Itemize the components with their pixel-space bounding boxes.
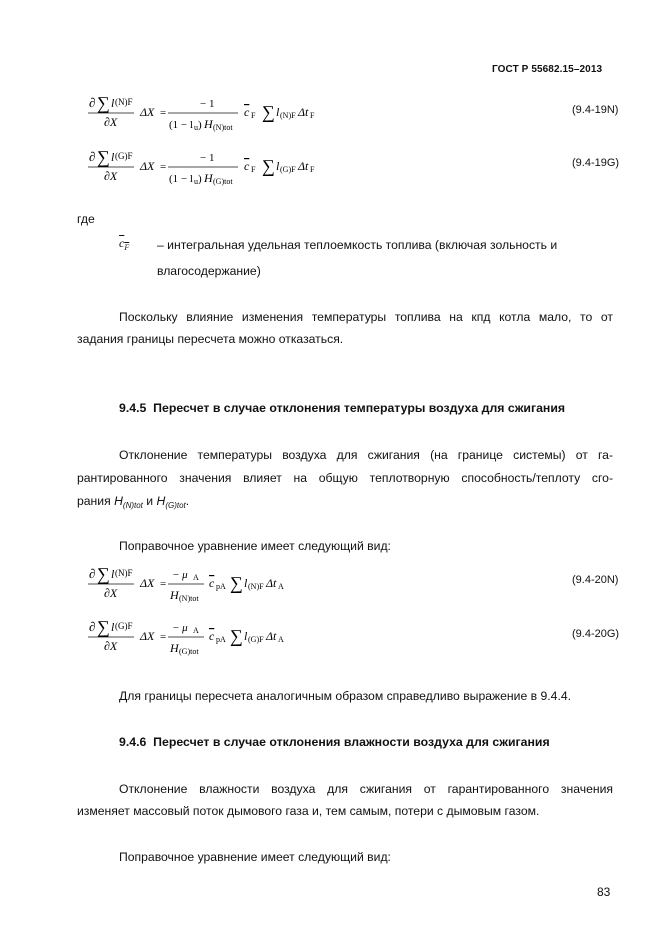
eq2-h-sub: (G)tot bbox=[213, 177, 233, 186]
svg-text:l: l bbox=[111, 150, 115, 164]
svg-text:∑: ∑ bbox=[97, 617, 110, 637]
para2-text-b: и bbox=[142, 494, 157, 508]
svg-text:Δt: Δt bbox=[266, 576, 277, 590]
equation-number: (9.4-19N) bbox=[572, 104, 619, 116]
paragraph-4: Для границы пересчета аналогичным образом справедливо выражение в 9.4.4. bbox=[119, 689, 571, 703]
eq1-sum-sub: (N)F bbox=[115, 97, 133, 107]
eq4-sum2-sub: (G)F bbox=[248, 635, 264, 644]
equation-9-4-20g bbox=[84, 616, 314, 658]
svg-text:∂X: ∂X bbox=[104, 639, 118, 653]
paragraph-5-line-1: Отклонение влажности воздуха для сжигания от гарантированного значения bbox=[119, 782, 613, 796]
page-number: 83 bbox=[597, 885, 611, 899]
eq2-lu-sub: u bbox=[194, 177, 198, 186]
eq1-sum2-sub: (N)F bbox=[280, 111, 296, 120]
eq2-dt-sub: F bbox=[310, 165, 315, 174]
para2-h2-sub: (G)tot bbox=[165, 501, 186, 510]
paragraph-3: Поправочное уравнение имеет следующий вид: bbox=[119, 539, 391, 553]
svg-text:): ) bbox=[198, 119, 202, 131]
eq4-num-sub: A bbox=[193, 626, 199, 635]
svg-text:): ) bbox=[198, 173, 202, 185]
svg-text:H: H bbox=[204, 171, 213, 185]
svg-text:l: l bbox=[111, 620, 115, 634]
equation-9-4-20n bbox=[84, 563, 314, 605]
eq1-h-sub: (N)tot bbox=[213, 123, 233, 132]
svg-text:=: = bbox=[160, 631, 167, 643]
def-symbol bbox=[119, 236, 129, 252]
svg-text:l: l bbox=[111, 96, 115, 110]
svg-text:l: l bbox=[244, 629, 248, 643]
definition-line-1: – интегральная удельная теплоемкость топлива (включая зольность и bbox=[157, 238, 558, 252]
paragraph-2-line-3: рания $H_{(N)tot}$ и $H_{(G)tot}$. bbox=[77, 494, 190, 510]
eq4-numerator: − μ bbox=[172, 622, 188, 634]
svg-text:∑: ∑ bbox=[262, 156, 275, 176]
eq3-h-sub: (N)tot bbox=[179, 594, 199, 603]
svg-text:∂: ∂ bbox=[89, 95, 96, 110]
svg-text:=: = bbox=[160, 107, 167, 119]
eq2-lu: (1 − l bbox=[169, 173, 193, 185]
svg-text:ΔX: ΔX bbox=[140, 629, 155, 643]
eq2-sum2-sub: (G)F bbox=[280, 165, 296, 174]
para2-text-a: рания bbox=[77, 494, 115, 508]
paragraph-2-line-1: Отклонение температуры воздуха для сжигания (на границе системы) от га- bbox=[119, 448, 613, 462]
section-heading-9-4-6: 9.4.6 Пересчет в случае отклонения влажности воздуха для сжигания bbox=[119, 735, 550, 749]
eq3-c: c bbox=[209, 576, 215, 590]
svg-text:=: = bbox=[160, 578, 167, 590]
eq4-c-sub: pA bbox=[216, 635, 226, 644]
svg-text:l: l bbox=[111, 567, 115, 581]
paragraph-5-line-2: изменяет массовый поток дымового газа и, тем самым, потери с дымовым газом. bbox=[77, 804, 540, 818]
para2-h1-sub: (N)tot bbox=[122, 501, 143, 510]
svg-text:∂: ∂ bbox=[89, 149, 96, 164]
where-label: где bbox=[77, 212, 95, 226]
eq1-dt-sub: F bbox=[310, 111, 315, 120]
svg-text:ΔX: ΔX bbox=[140, 105, 155, 119]
svg-text:H: H bbox=[204, 117, 213, 131]
eq3-sum2-sub: (N)F bbox=[248, 582, 264, 591]
svg-text:ΔX: ΔX bbox=[140, 159, 155, 173]
eq4-dt-sub: A bbox=[278, 635, 284, 644]
document-header: ГОСТ Р 55682.15–2013 bbox=[492, 64, 603, 75]
svg-text:=: = bbox=[160, 161, 167, 173]
svg-text:∑: ∑ bbox=[97, 564, 110, 584]
svg-text:∑: ∑ bbox=[262, 102, 275, 122]
eq3-c-sub: pA bbox=[216, 582, 226, 591]
eq2-c-sub: F bbox=[251, 165, 256, 174]
eq3-numerator: − μ bbox=[172, 569, 188, 581]
svg-text:∂X: ∂X bbox=[104, 586, 118, 600]
svg-text:l: l bbox=[276, 105, 280, 119]
paragraph-2-line-2: рантированного значения влияет на общую теплотворную способность/теплоту сго- bbox=[77, 471, 613, 485]
eq1-c: c bbox=[244, 105, 250, 119]
equation-9-4-19n bbox=[84, 92, 334, 134]
svg-text:∑: ∑ bbox=[230, 573, 243, 593]
eq4-sum-sub: (G)F bbox=[115, 621, 133, 631]
eq2-numerator: − 1 bbox=[200, 152, 215, 164]
para2-text-c: . bbox=[185, 494, 190, 508]
equation-9-4-19g bbox=[84, 146, 334, 188]
svg-text:H: H bbox=[170, 641, 179, 655]
svg-text:H: H bbox=[170, 588, 179, 602]
eq1-lu: (1 − l bbox=[169, 119, 193, 131]
svg-text:∂X: ∂X bbox=[104, 169, 118, 183]
svg-text:Δt: Δt bbox=[298, 159, 309, 173]
svg-text:ΔX: ΔX bbox=[140, 576, 155, 590]
eq3-sum-sub: (N)F bbox=[115, 568, 133, 578]
svg-text:Δt: Δt bbox=[266, 629, 277, 643]
equation-number: (9.4-20G) bbox=[572, 628, 620, 640]
svg-text:∂: ∂ bbox=[89, 619, 96, 634]
svg-text:l: l bbox=[276, 159, 280, 173]
eq2-sum-sub: (G)F bbox=[115, 151, 133, 161]
eq2-c: c bbox=[244, 159, 250, 173]
eq1-numerator: − 1 bbox=[200, 98, 215, 110]
svg-text:Δt: Δt bbox=[298, 105, 309, 119]
section-heading-9-4-5: 9.4.5 Пересчет в случае отклонения температуры воздуха для сжигания bbox=[119, 401, 566, 415]
svg-text:∑: ∑ bbox=[97, 147, 110, 167]
def-symbol-sub: F bbox=[124, 243, 130, 252]
def-symbol-c: c bbox=[119, 236, 125, 250]
svg-text:∑: ∑ bbox=[97, 93, 110, 113]
eq1-lu-sub: u bbox=[194, 123, 198, 132]
paragraph-6: Поправочное уравнение имеет следующий вид: bbox=[119, 850, 391, 864]
eq3-dt-sub: A bbox=[278, 582, 284, 591]
paragraph-1-line-1: Поскольку влияние изменения температуры топлива на кпд котла мало, то от bbox=[119, 310, 613, 324]
svg-text:l: l bbox=[244, 576, 248, 590]
definition-line-2: влагосодержание) bbox=[157, 264, 261, 278]
paragraph-1-line-2: задания границы пересчета можно отказаться. bbox=[77, 332, 344, 346]
eq1-c-sub: F bbox=[251, 111, 256, 120]
equation-number: (9.4-19G) bbox=[572, 157, 620, 169]
svg-text:∂: ∂ bbox=[89, 566, 96, 581]
equation-number: (9.4-20N) bbox=[572, 574, 619, 586]
svg-text:∑: ∑ bbox=[230, 626, 243, 646]
eq4-c: c bbox=[209, 629, 215, 643]
svg-text:∂X: ∂X bbox=[104, 115, 118, 129]
eq3-num-sub: A bbox=[193, 573, 199, 582]
eq4-h-sub: (G)tot bbox=[179, 647, 199, 656]
